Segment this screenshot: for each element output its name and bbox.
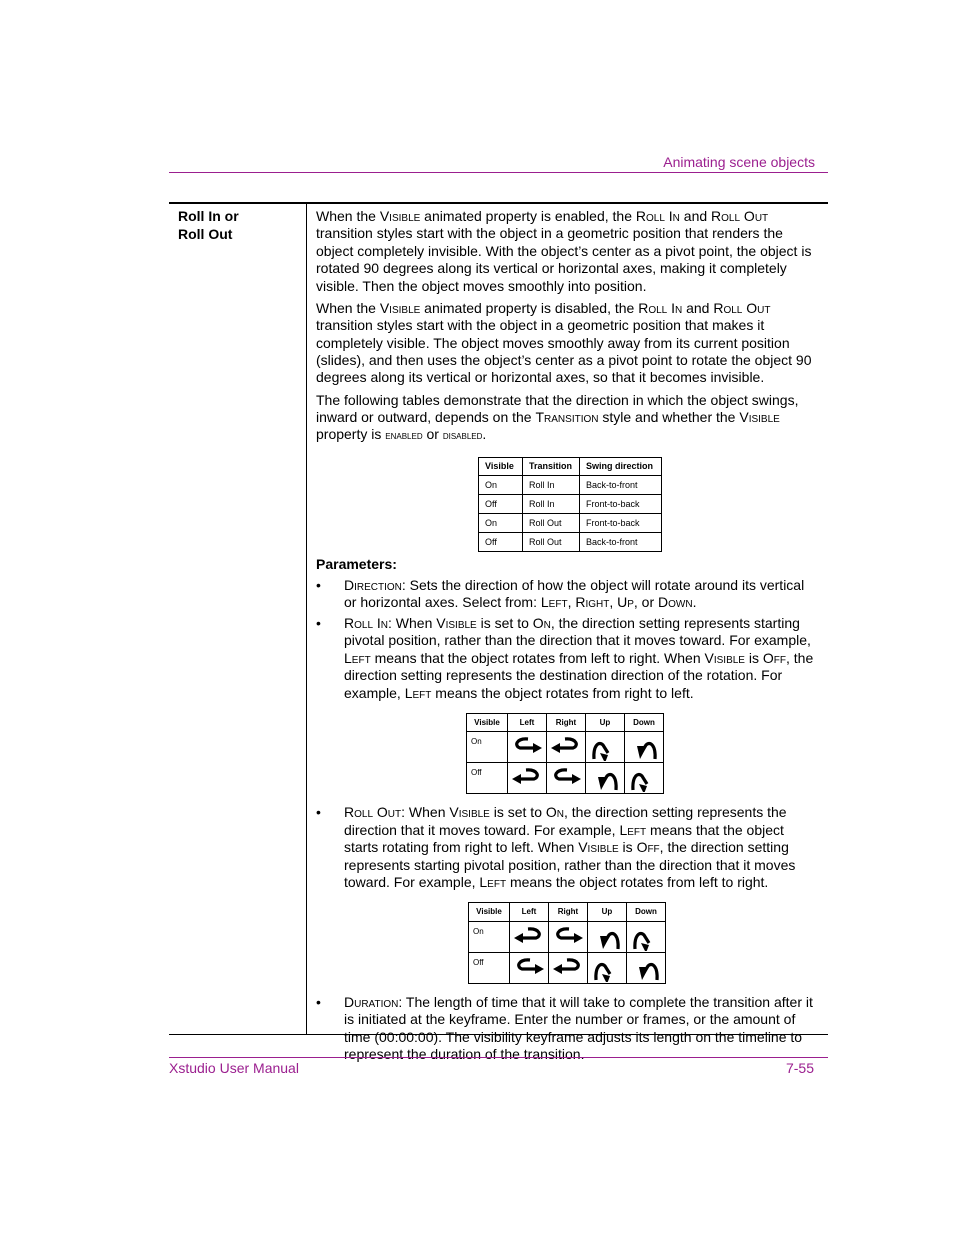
table-header: Down: [625, 714, 664, 732]
curl-arrow-right-icon: [549, 921, 588, 952]
table-cell: Front-to-back: [580, 514, 662, 533]
swing-header-transition: Transition: [523, 457, 580, 475]
bullet-roll-out: • Roll Out: When Visible is set to On, the direction setting represents the direction that it moves toward. For example, Left means that the object starts rotating from right to left. When Visible is Off, the direction setting represents starting pivotal position, rather than the direction that it moves toward. For example, Left means the object rotates from left to right.: [316, 804, 796, 891]
paragraph-visible-disabled: When the Visible animated property is disabled, the Roll In and Roll Out transition styles start with the object in a geometric position that makes it completely visible. The object moves smoothly away from its current position (slides), and then uses the object’s center as a pivot point to rotate the object 90 degrees along its vertical or horizontal axes, so that it becomes invisible.: [316, 299, 812, 386]
definition-column: [316, 208, 820, 1067]
table-row: [469, 952, 666, 983]
curl-arrow-down-icon: [625, 732, 664, 763]
bullet-dot: •: [316, 615, 321, 631]
table-header: Up: [588, 903, 627, 921]
curl-arrow-up-icon: [627, 921, 666, 952]
bullet-roll-in: • Roll In: When Visible is set to On, the direction setting represents starting pivotal position, rather than the direction that it moves toward. For example, Left means that the object rotates from left to right. When Visible is Off, the direction setting represents the destination direction of the rotation. For example, Left means the object rotates from right to left.: [316, 615, 814, 701]
curl-arrow-down-icon: [586, 763, 625, 794]
table-cell: Roll Out: [523, 533, 580, 552]
curl-arrow-left-icon: [549, 952, 588, 983]
swing-direction-table: [478, 457, 662, 552]
row-label: Off: [467, 763, 508, 794]
table-cell: Roll Out: [523, 514, 580, 533]
table-cell: Roll In: [523, 476, 580, 495]
table-header: Right: [547, 714, 586, 732]
table-header: Right: [549, 903, 588, 921]
table-row: [479, 533, 662, 552]
header-rule: [169, 172, 828, 173]
table-header: Left: [508, 714, 547, 732]
term-line-1: Roll In or: [178, 208, 239, 224]
footer-manual-title: Xstudio User Manual: [169, 1060, 299, 1076]
row-label: On: [467, 732, 508, 763]
table-cell: Off: [479, 533, 523, 552]
curl-arrow-up-icon: [586, 732, 625, 763]
table-cell: On: [479, 514, 523, 533]
table-cell: Back-to-front: [580, 476, 662, 495]
table-cell: Off: [479, 495, 523, 514]
table-cell: Roll In: [523, 495, 580, 514]
roll-out-direction-table: [468, 902, 666, 983]
curl-arrow-right-icon: [547, 763, 586, 794]
bullet-duration: • Duration: The length of time that it will take to complete the transition after it is initiated at the keyframe. Enter the number or frames, or the amount of time (00:00:00). The visibility keyframe adjusts its length on the timeline to represent the duration of the transition.: [316, 993, 813, 1063]
bullet-dot: •: [316, 993, 321, 1010]
table-top-rule: [169, 202, 828, 204]
swing-header-direction: Swing direction: [580, 457, 662, 475]
curl-arrow-up-icon: [588, 952, 627, 983]
table-row: [467, 763, 664, 794]
bullet-direction: • Direction: Sets the direction of how the object will rotate around its vertical or horizontal axes. Select from: Left, Right, Up, or Down.: [316, 576, 805, 611]
table-cell: Back-to-front: [580, 533, 662, 552]
table-header: Visible: [467, 714, 508, 732]
table-row: [479, 476, 662, 495]
curl-arrow-right-icon: [510, 952, 549, 983]
footer-page-number: 7-55: [785, 1060, 814, 1076]
curl-arrow-right-icon: [508, 732, 547, 763]
row-label: On: [469, 921, 510, 952]
curl-arrow-left-icon: [547, 732, 586, 763]
header-section-title: Animating scene objects: [663, 154, 815, 170]
table-row: [479, 514, 662, 533]
bullet-dot: •: [316, 576, 321, 593]
table-header: Left: [510, 903, 549, 921]
paragraph-tables-intro: The following tables demonstrate that the direction in which the object swings, inward or outward, depends on the Transition style and whether the Visible property is enabled or disabled.: [316, 391, 799, 443]
swing-header-visible: Visible: [479, 457, 523, 475]
table-header: Up: [586, 714, 625, 732]
roll-in-direction-table: [466, 713, 664, 794]
table-header: Down: [627, 903, 666, 921]
table-row: [467, 732, 664, 763]
parameters-heading: Parameters:: [316, 556, 397, 573]
row-label: Off: [469, 952, 510, 983]
curl-arrow-left-icon: [508, 763, 547, 794]
curl-arrow-up-icon: [625, 763, 664, 794]
table-row: [469, 921, 666, 952]
footer-rule: [169, 1057, 828, 1058]
curl-arrow-left-icon: [510, 921, 549, 952]
paragraph-visible-enabled: When the Visible animated property is enabled, the Roll In and Roll Out transition styles start with the object in a geometric position that renders the object completely invisible. With the object’s center as a pivot point, the object is rotated 90 degrees along its vertical or horizontal axes, making it completely visible. Then the object moves smoothly into position.: [316, 208, 812, 294]
table-cell: Front-to-back: [580, 495, 662, 514]
bullet-dot: •: [316, 804, 321, 821]
term-label: [178, 208, 239, 243]
table-header: Visible: [469, 903, 510, 921]
table-cell: On: [479, 476, 523, 495]
table-row: [479, 495, 662, 514]
curl-arrow-down-icon: [627, 952, 666, 983]
table-column-divider: [306, 204, 307, 1034]
term-line-2: Roll Out: [178, 225, 233, 242]
curl-arrow-down-icon: [588, 921, 627, 952]
